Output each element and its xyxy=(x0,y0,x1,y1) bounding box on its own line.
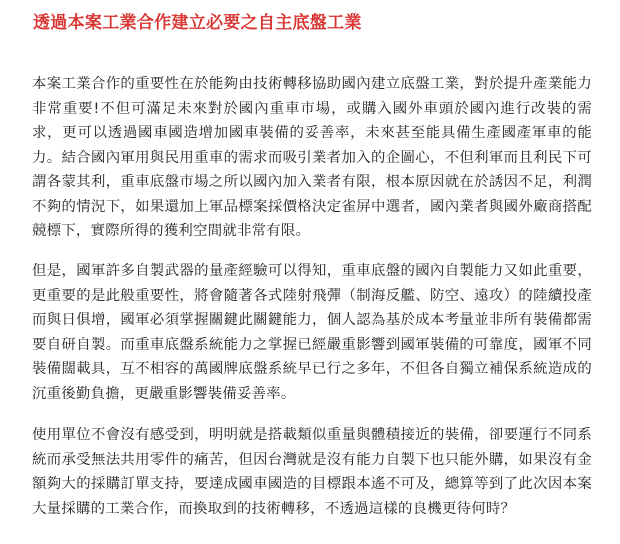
article xyxy=(32,10,592,517)
article-paragraph-3: 使用單位不會沒有感受到，明明就是搭載類似重量與體積接近的裝備，卻要運行不同系統而承受無法共用零件的痛苦，但因台灣就是沒有能力自製下也只能外購，如果沒有金額夠大的採購訂單支持，要達成國車國造的目標跟本遙不可及，總算等到了此次因本案大量採購的工業合作，而換取到的技術轉移，不透過這樣的良機更待何時？ xyxy=(32,427,592,517)
article-paragraph-2: 但是，國軍許多自製武器的量產經驗可以得知，重車底盤的國內自製能力又如此重要，更重要的是此般重要性，將會隨著各式陸射飛彈（制海反艦、防空、遠攻）的陸續投產而與日俱增，國軍必須掌握關鍵此關鍵能力，個人認為基於成本考量並非所有裝備都需要自研自製。而重車底盤系統能力之掌握已經嚴重影響到國軍裝備的可靠度，國軍不同裝備闊載具，互不相容的萬國牌底盤系統早已行之多年，不但各自獨立補保系統造成的沉重後勤負擔，更嚴重影響裝備妥善率。 xyxy=(32,263,592,402)
article-paragraph-1: 本案工業合作的重要性在於能夠由技術轉移協助國內建立底盤工業，對於提升產業能力非常重要!不但可滿足未來對於國內重車市場，或購入國外車頭於國內進行改裝的需求，更可以透過國車國造增加國車裝備的妥善率，未來甚至能具備生產國產軍車的能力。結合國內軍用與民用重車的需求而吸引業者加入的企圖心，不但利軍而且利民下可謂各蒙其利，重車底盤市場之所以國內加入業者有限，根本原因就在於誘因不足，利潤不夠的情況下，如果還加上軍品標案採價格決定雀屏中選者，國內業者與國外廠商搭配競標下，實際所得的獲利空間就非常有限。 xyxy=(32,76,592,239)
article-title: 透過本案工業合作建立必要之自主底盤工業 xyxy=(33,13,362,33)
